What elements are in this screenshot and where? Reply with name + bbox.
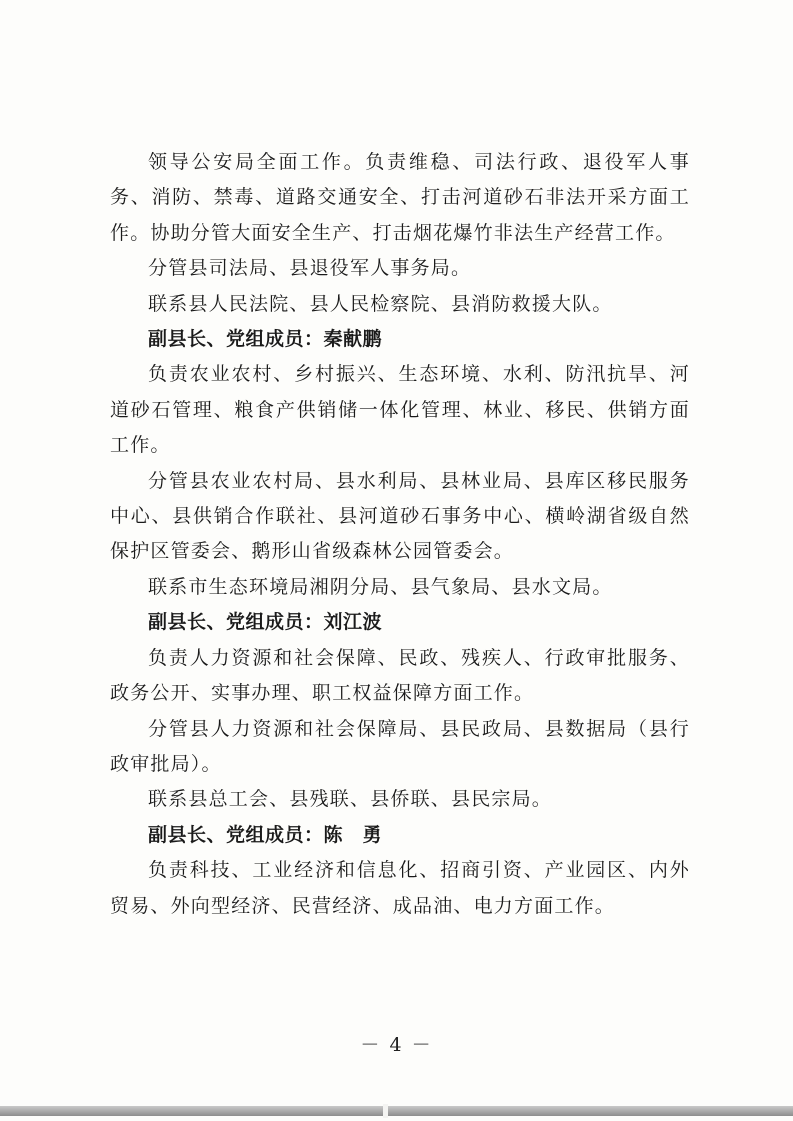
page-number: － 4 － — [360, 1034, 433, 1056]
paragraph-in-charge-hr: 分管县人力资源和社会保障局、县民政局、县数据局（县行政审批局）。 — [110, 717, 690, 775]
paragraph-hr-duties: 负责人力资源和社会保障、民政、残疾人、行政审批服务、政务公开、实事办理、职工权益保障方面工作。 — [110, 646, 690, 705]
paragraph-public-security-duties: 领导公安局全面工作。负责维稳、司法行政、退役军人事务、消防、禁毒、道路交通安全、打击河道砂石非法开采方面工作。协助分管大面安全生产、打击烟花爆竹非法生产经营工作。 — [110, 151, 690, 244]
paragraph-liaison-court: 联系县人民法院、县人民检察院、县消防救援大队。 — [148, 292, 613, 315]
paragraph-liaison-environment: 联系市生态环境局湘阴分局、县气象局、县水文局。 — [148, 575, 613, 598]
heading-liu-jiangbo: 副县长、党组成员：刘江波 — [148, 611, 383, 634]
paragraph-technology-duties: 负责科技、工业经济和信息化、招商引资、产业园区、内外贸易、外向型经济、民营经济、成品油、电力方面工作。 — [110, 859, 690, 917]
paragraph-in-charge-justice: 分管县司法局、县退役军人事务局。 — [148, 257, 472, 280]
paragraph-agriculture-duties: 负责农业农村、乡村振兴、生态环境、水利、防汛抗旱、河道砂石管理、粮食产供销储一体化管理、林业、移民、供销方面工作。 — [110, 363, 690, 457]
paragraph-in-charge-agriculture: 分管县农业农村局、县水利局、县林业局、县库区移民服务中心、县供销合作联社、县河道砂石事务中心、横岭湖省级自然保护区管委会、鹅形山省级森林公园管委会。 — [110, 469, 690, 563]
document-body — [110, 145, 690, 924]
heading-qin-xianpeng: 副县长、党组成员：秦献鹏 — [148, 328, 383, 351]
paragraph-liaison-union: 联系县总工会、县残联、县侨联、县民宗局。 — [148, 788, 553, 811]
heading-chen-yong: 副县长、党组成员：陈 勇 — [148, 823, 383, 846]
scan-edge-bar — [0, 1106, 793, 1116]
scan-edge-gap — [383, 1104, 388, 1118]
